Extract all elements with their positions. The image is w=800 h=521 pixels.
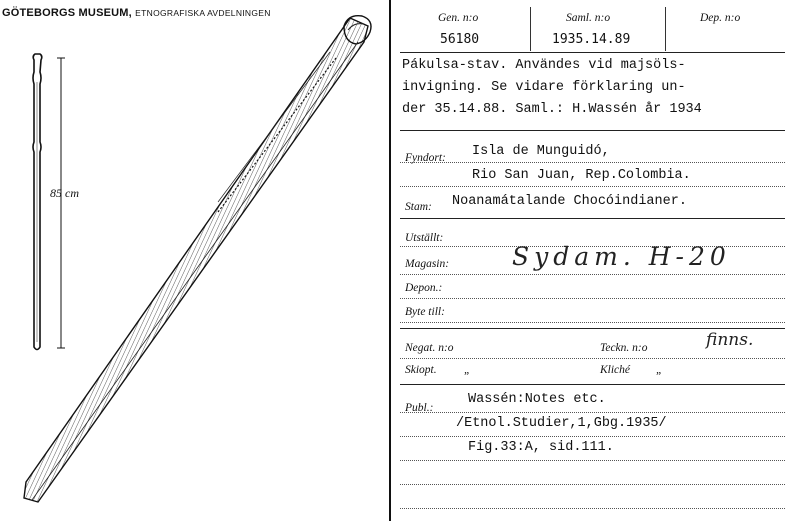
publ-line-3: Fig.33:A, sid.111. — [468, 440, 614, 455]
teckn-value: finns. — [706, 330, 754, 350]
dotted-rule — [400, 274, 785, 275]
description-line: der 35.14.88. Saml.: H.Wassén år 1934 — [402, 102, 702, 117]
staff-drawing-icon — [18, 12, 378, 510]
negat-label: Negat. n:o — [405, 342, 454, 354]
description — [402, 58, 702, 124]
dep-no-label: Dep. n:o — [700, 12, 741, 24]
dotted-rule — [400, 460, 785, 461]
museum-name: GÖTEBORGS MUSEUM, — [2, 7, 132, 19]
dotted-rule — [400, 186, 785, 187]
section-rule — [400, 384, 785, 385]
column-divider — [665, 7, 666, 51]
gen-no-label: Gen. n:o — [438, 12, 479, 24]
byte-label: Byte till: — [405, 306, 445, 318]
fyndort-line-1: Isla de Munguidó, — [472, 144, 610, 159]
column-divider — [530, 7, 531, 51]
skiopt-label: Skiopt. — [405, 364, 437, 376]
dotted-rule — [400, 358, 785, 359]
section-rule — [400, 328, 785, 329]
magasin-label: Magasin: — [405, 258, 450, 270]
stam-value: Noanamátalande Chocóindianer. — [452, 194, 687, 209]
depon-label: Depon.: — [405, 282, 443, 294]
dotted-rule — [400, 436, 785, 437]
skiopt-quote: „ — [464, 364, 471, 376]
saml-no-label: Saml. n:o — [566, 12, 611, 24]
dotted-rule — [400, 484, 785, 485]
publ-line-1: Wassén:Notes etc. — [468, 392, 606, 407]
saml-no-value: 1935.14.89 — [552, 32, 631, 47]
dotted-rule — [400, 298, 785, 299]
department-name: ETNOGRAFISKA AVDELNINGEN — [135, 8, 271, 18]
header-rule — [400, 52, 785, 53]
publ-label: Publ.: — [405, 402, 434, 414]
dotted-rule — [400, 412, 785, 413]
description-rule — [400, 130, 785, 131]
publ-line-2: /Etnol.Studier,1,Gbg.1935/ — [456, 416, 667, 431]
section-rule — [400, 218, 785, 219]
teckn-label: Teckn. n:o — [600, 342, 648, 354]
magasin-value: Sydam. H-20 — [512, 242, 731, 271]
description-line: invigning. Se vidare förklaring un- — [402, 80, 686, 95]
scale-label: 85 cm — [50, 186, 79, 200]
dotted-rule — [400, 322, 785, 323]
description-line: Pákulsa-stav. Användes vid majsöls- — [402, 58, 686, 73]
dotted-rule — [400, 162, 785, 163]
fyndort-label: Fyndort: — [405, 152, 446, 164]
dotted-rule — [400, 508, 785, 509]
stam-label: Stam: — [405, 201, 432, 213]
kliche-quote: „ — [656, 364, 663, 376]
kliche-label: Kliché — [600, 364, 631, 376]
fyndort-line-2: Rio San Juan, Rep.Colombia. — [472, 168, 691, 183]
gen-no-value: 56180 — [440, 32, 480, 47]
utstallt-label: Utställt: — [405, 232, 444, 244]
card-divider — [389, 0, 391, 521]
